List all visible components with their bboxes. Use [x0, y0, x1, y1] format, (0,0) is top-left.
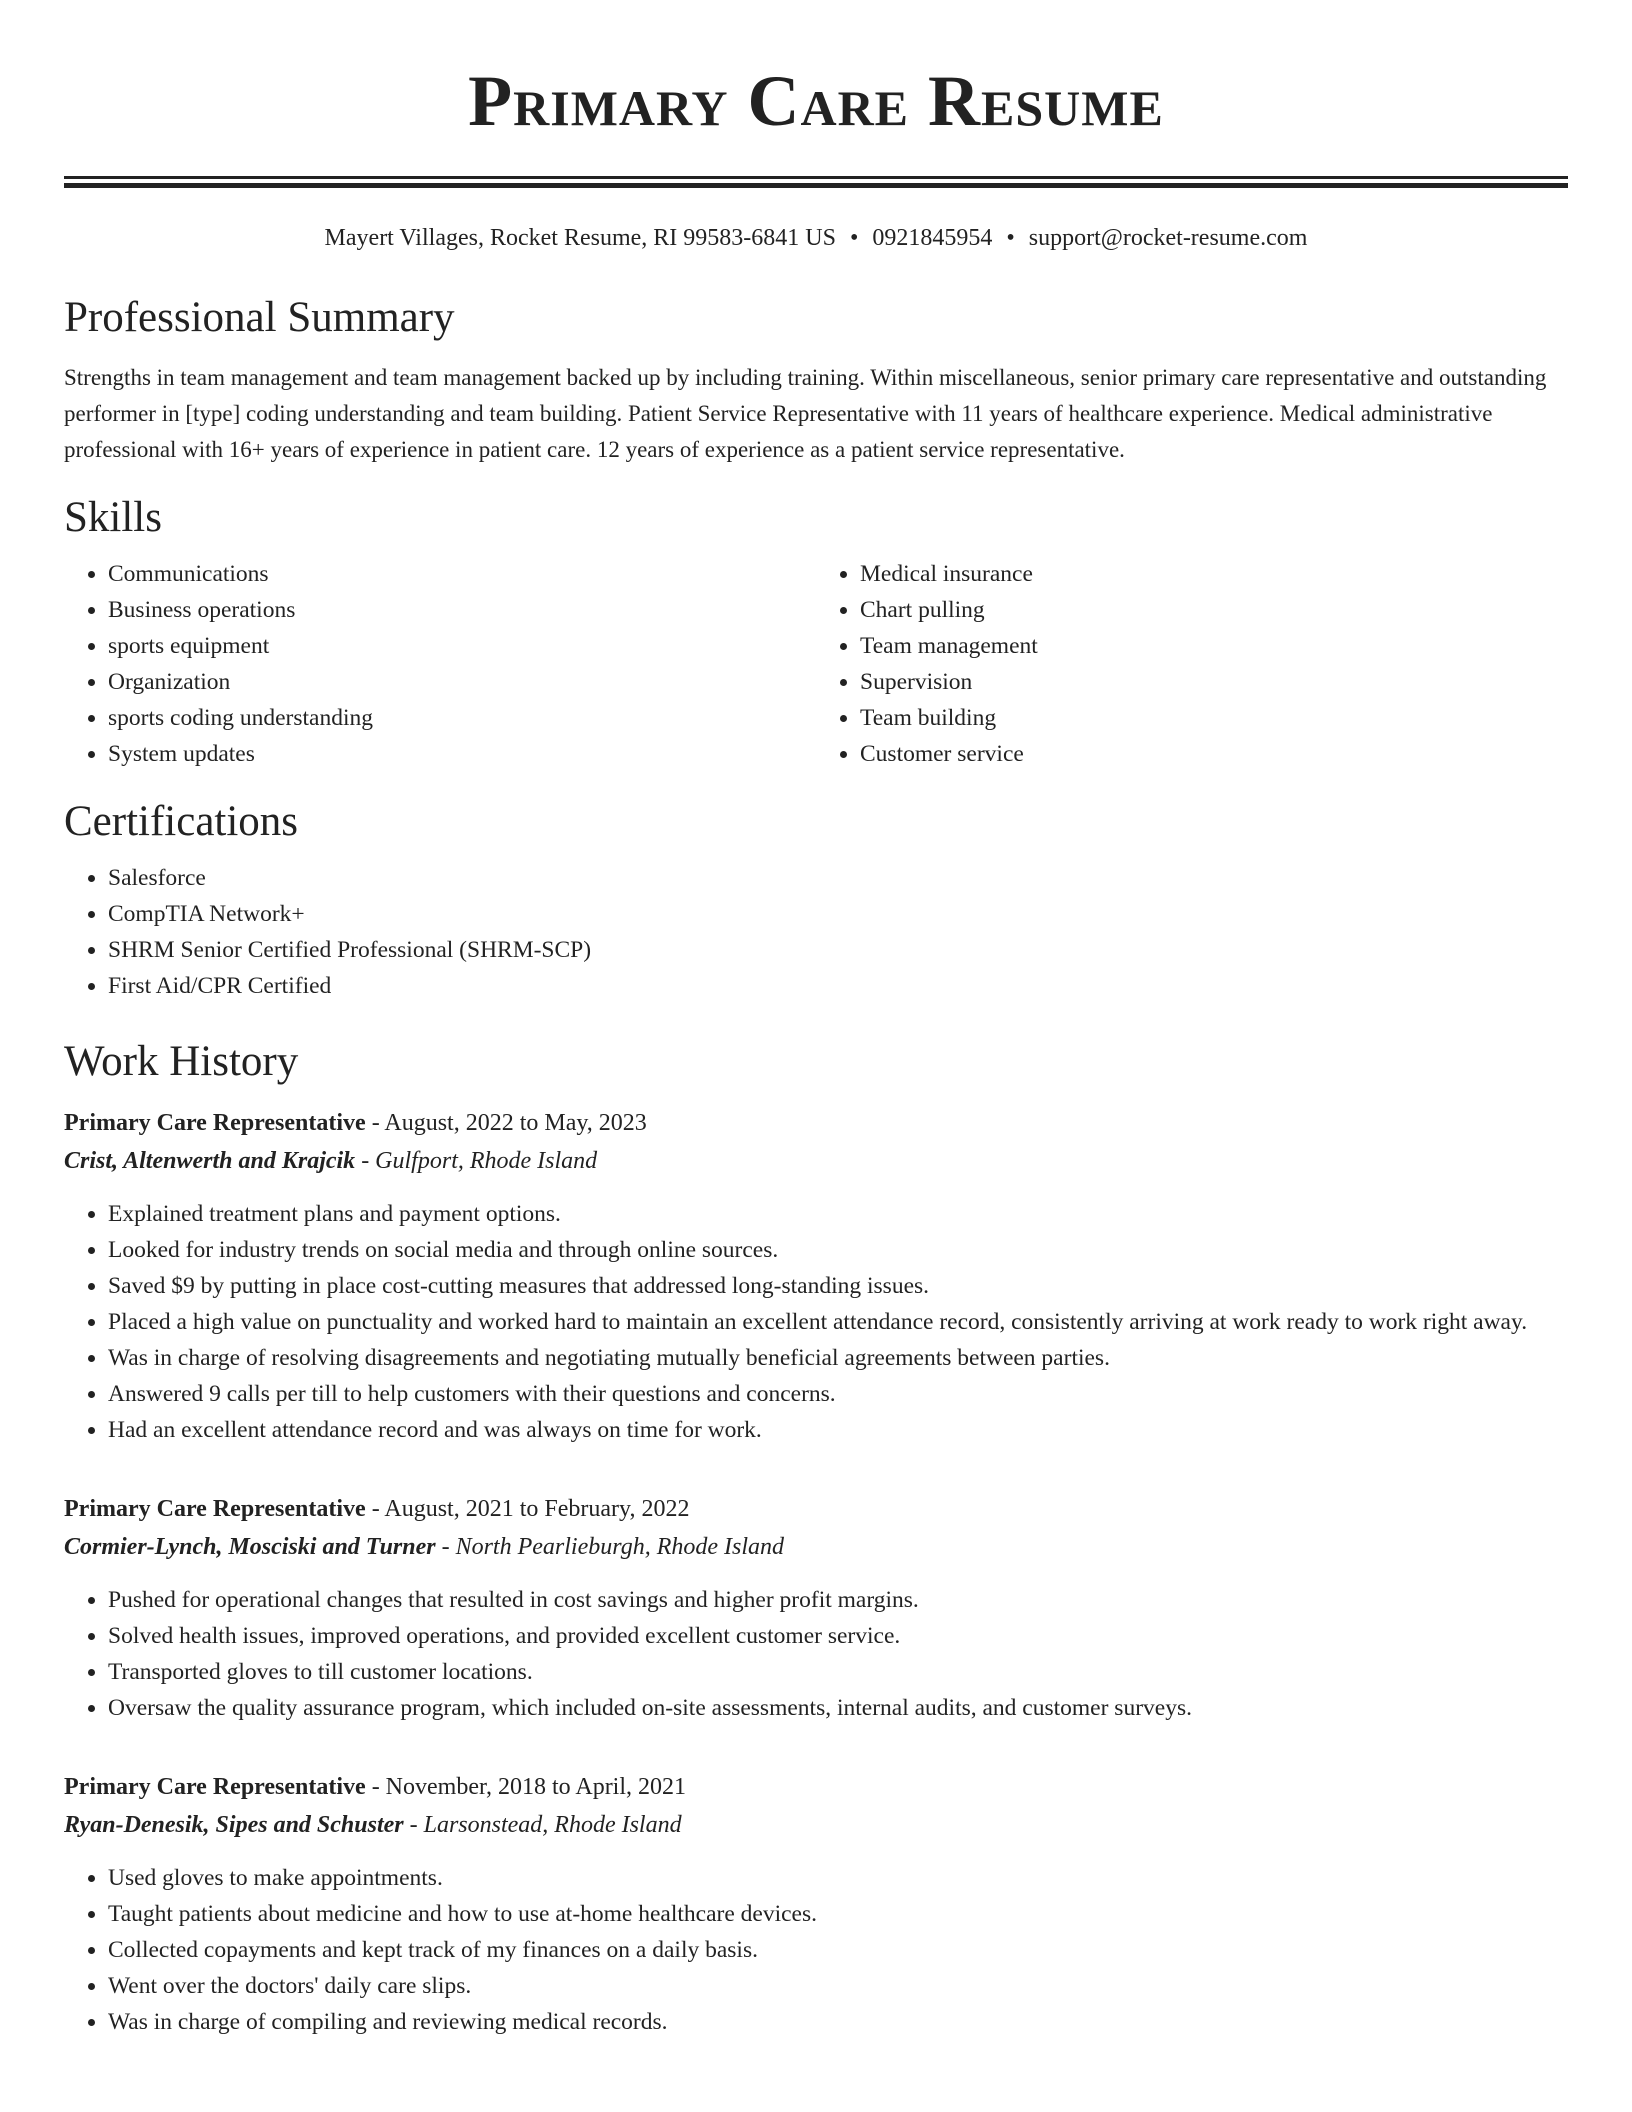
list-item: • Solved health issues, improved operations, and provided excellent customer service.	[108, 1618, 1568, 1654]
company-location: - Larsonstead, Rhode Island	[403, 1812, 682, 1838]
contact-phone: 0921845954	[872, 225, 993, 251]
certifications-list	[64, 860, 1568, 1004]
list-item: • Pushed for operational changes that resulted in cost savings and higher profit margins.	[108, 1582, 1568, 1618]
contact-address: Mayert Villages, Rocket Resume, RI 99583-6841 US	[324, 225, 836, 251]
job-title-line	[64, 1490, 1568, 1528]
list-item: • Salesforce	[108, 860, 1568, 896]
skills-list-left	[64, 556, 816, 772]
list-item: • Saved $9 by putting in place cost-cutting measures that addressed long-standing issues.	[108, 1268, 1568, 1304]
list-item: • Used gloves to make appointments.	[108, 1860, 1568, 1896]
company-name: Ryan-Denesik, Sipes and Schuster	[64, 1812, 404, 1838]
company-name: Cormier-Lynch, Mosciski and Turner	[64, 1534, 436, 1560]
contact-separator: •	[849, 225, 859, 251]
list-item: • SHRM Senior Certified Professional (SHRM-SCP)	[108, 932, 1568, 968]
contact-line	[64, 222, 1568, 254]
list-item: • Team building	[860, 700, 1568, 736]
list-item: • sports coding understanding	[108, 700, 816, 736]
contact-separator: •	[1006, 225, 1015, 251]
work-history-heading: Work History	[64, 1038, 299, 1085]
job-duties-list	[64, 1196, 1568, 1448]
company-line	[64, 1528, 1568, 1566]
job-title: Primary Care Representative	[64, 1496, 366, 1522]
list-item: • Was in charge of compiling and reviewing medical records.	[108, 2004, 1568, 2040]
list-item: • sports equipment	[108, 628, 816, 664]
title-divider	[64, 176, 1568, 188]
list-item: • System updates	[108, 736, 816, 772]
list-item: • CompTIA Network+	[108, 896, 1568, 932]
job-entry	[64, 1768, 1568, 2040]
list-item: • Oversaw the quality assurance program, which included on-site assessments, internal audits, and customer surveys.	[108, 1690, 1568, 1726]
skills-list-right	[816, 556, 1568, 772]
list-item: • Supervision	[860, 664, 1568, 700]
skills-columns	[64, 544, 1568, 772]
job-title: Primary Care Representative	[64, 1110, 366, 1136]
job-title-line	[64, 1768, 1568, 1806]
list-item: • Explained treatment plans and payment options.	[108, 1196, 1568, 1232]
list-item: • Taught patients about medicine and how to use at-home healthcare devices.	[108, 1896, 1568, 1932]
list-item: • Communications	[108, 556, 816, 592]
company-line	[64, 1806, 1568, 1844]
work-history-list	[64, 1104, 1568, 2040]
list-item: • Went over the doctors' daily care slips.	[108, 1968, 1568, 2004]
list-item: • Placed a high value on punctuality and worked hard to maintain an excellent attendance record, consistently arriving at work ready to work right away.	[108, 1304, 1568, 1340]
job-title: Primary Care Representative	[64, 1774, 366, 1800]
certifications-heading: Certifications	[64, 798, 299, 845]
company-location: - North Pearlieburgh, Rhode Island	[435, 1534, 785, 1560]
list-item: • Business operations	[108, 592, 816, 628]
job-dates: - August, 2021 to February, 2022	[365, 1496, 690, 1522]
list-item: • Chart pulling	[860, 592, 1568, 628]
company-location: - Gulfport, Rhode Island	[355, 1148, 598, 1174]
list-item: • Customer service	[860, 736, 1568, 772]
list-item: • Medical insurance	[860, 556, 1568, 592]
list-item: • Had an excellent attendance record and was always on time for work.	[108, 1412, 1568, 1448]
list-item: • First Aid/CPR Certified	[108, 968, 1568, 1004]
job-duties-list	[64, 1582, 1568, 1726]
company-line	[64, 1142, 1568, 1180]
job-entry	[64, 1104, 1568, 1448]
summary-heading: Professional Summary	[64, 294, 455, 341]
list-item: • Team management	[860, 628, 1568, 664]
list-item: • Transported gloves to till customer locations.	[108, 1654, 1568, 1690]
list-item: • Was in charge of resolving disagreements and negotiating mutually beneficial agreements between parties.	[108, 1340, 1568, 1376]
job-dates: - August, 2022 to May, 2023	[365, 1110, 647, 1136]
page-title: Primary Care Resume	[468, 61, 1164, 141]
list-item: • Collected copayments and kept track of my finances on a daily basis.	[108, 1932, 1568, 1968]
job-title-line	[64, 1104, 1568, 1142]
job-duties-list	[64, 1860, 1568, 2040]
job-dates: - November, 2018 to April, 2021	[365, 1774, 687, 1800]
job-entry	[64, 1490, 1568, 1726]
contact-email: support@rocket-resume.com	[1028, 225, 1308, 251]
list-item: • Looked for industry trends on social media and through online sources.	[108, 1232, 1568, 1268]
skills-heading: Skills	[64, 494, 162, 541]
company-name: Crist, Altenwerth and Krajcik	[64, 1148, 356, 1174]
list-item: • Organization	[108, 664, 816, 700]
list-item: • Answered 9 calls per till to help customers with their questions and concerns.	[108, 1376, 1568, 1412]
summary-text: Strengths in team management and team management backed up by including training. Within miscellaneous, senior primary care representative and outstanding performer in [type] coding understanding and team building. Patient Service Representative with 11 years of healthcare experience. Medical administrative professional with 16+ years of experience in patient care. 12 years of experience as a patient service representative.	[64, 365, 1547, 462]
